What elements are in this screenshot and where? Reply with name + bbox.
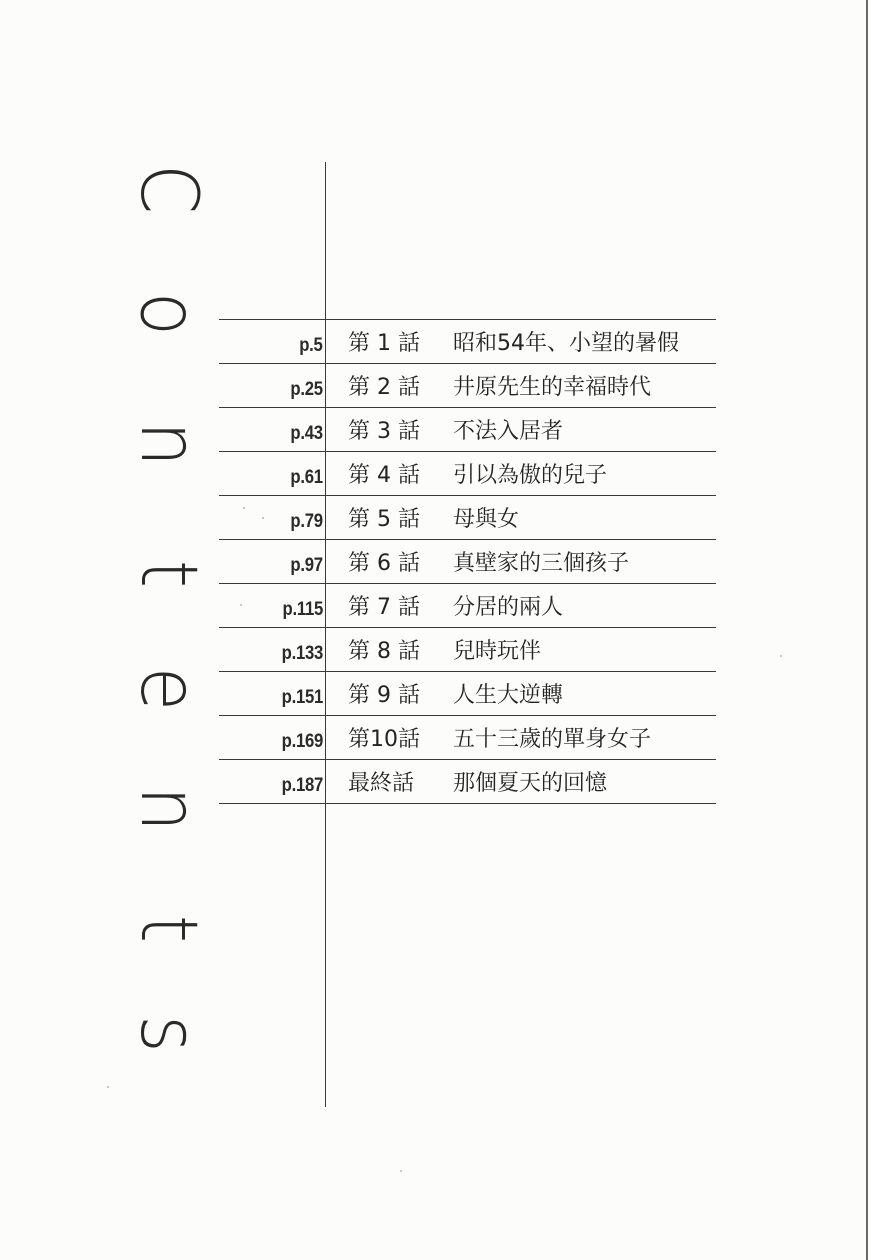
toc-chapter-label: 第 7 話 <box>348 595 420 620</box>
title-letter: t <box>123 914 213 944</box>
scan-speck <box>243 507 245 509</box>
toc-page-number: p.115 <box>282 599 323 620</box>
toc-chapter-title: 五十三歲的單身女子 <box>453 727 652 752</box>
title-letter: n <box>123 421 213 467</box>
toc-page-number: p.43 <box>290 423 323 444</box>
toc-chapter-title: 不法入居者 <box>453 419 564 444</box>
toc-page-number: p.61 <box>290 467 323 488</box>
toc-row <box>219 716 716 760</box>
toc-page-number: p.79 <box>290 511 323 532</box>
toc-page-number: p.187 <box>281 775 323 796</box>
toc-chapter-label: 第 5 話 <box>348 507 420 532</box>
toc-chapter-title: 真壁家的三個孩子 <box>453 551 630 576</box>
scan-speck <box>780 655 782 657</box>
toc-row <box>219 452 716 496</box>
scan-speck <box>262 517 264 519</box>
toc-page-number: p.25 <box>290 379 323 400</box>
table-of-contents <box>219 319 716 804</box>
toc-row <box>219 584 716 628</box>
toc-row <box>219 628 716 672</box>
toc-row <box>219 408 716 452</box>
toc-row <box>219 320 716 364</box>
title-letter: n <box>123 786 213 832</box>
scan-speck <box>400 1170 402 1172</box>
toc-chapter-title: 母與女 <box>453 507 520 532</box>
page-edge-line <box>866 0 868 1260</box>
toc-row <box>219 672 716 716</box>
toc-chapter-label: 第 3 話 <box>348 419 420 444</box>
toc-page-number: p.151 <box>281 687 323 708</box>
scan-speck <box>240 604 242 606</box>
toc-chapter-label: 第 9 話 <box>348 683 420 708</box>
title-letter: t <box>123 559 213 589</box>
title-letter: e <box>123 666 213 712</box>
title-letter: s <box>123 1015 213 1053</box>
toc-page-number: p.97 <box>290 555 323 576</box>
toc-chapter-label: 第 4 話 <box>348 463 420 488</box>
toc-row <box>219 364 716 408</box>
toc-chapter-label: 第 6 話 <box>348 551 420 576</box>
toc-chapter-label: 第 1 話 <box>348 331 420 356</box>
toc-page-number: p.133 <box>281 643 323 664</box>
toc-page-number: p.5 <box>299 335 323 356</box>
toc-chapter-label: 第10話 <box>348 727 420 752</box>
toc-chapter-label: 第 8 話 <box>348 639 420 664</box>
toc-chapter-title: 那個夏天的回憶 <box>453 771 608 796</box>
toc-chapter-title: 昭和54年、小望的暑假 <box>453 331 679 356</box>
toc-chapter-title: 兒時玩伴 <box>453 639 542 664</box>
contents-title <box>123 150 213 1053</box>
toc-chapter-label: 第 2 話 <box>348 375 420 400</box>
title-letter: C <box>123 163 213 215</box>
toc-row <box>219 540 716 584</box>
title-letter: o <box>123 292 213 336</box>
toc-row <box>219 496 716 540</box>
toc-chapter-label: 最終話 <box>348 771 415 796</box>
toc-chapter-title: 井原先生的幸福時代 <box>453 375 652 400</box>
toc-row <box>219 760 716 804</box>
toc-page-number: p.169 <box>281 731 323 752</box>
scan-speck <box>107 1086 109 1088</box>
toc-chapter-title: 分居的兩人 <box>453 595 564 620</box>
toc-chapter-title: 人生大逆轉 <box>453 683 564 708</box>
toc-chapter-title: 引以為傲的兒子 <box>453 463 608 488</box>
